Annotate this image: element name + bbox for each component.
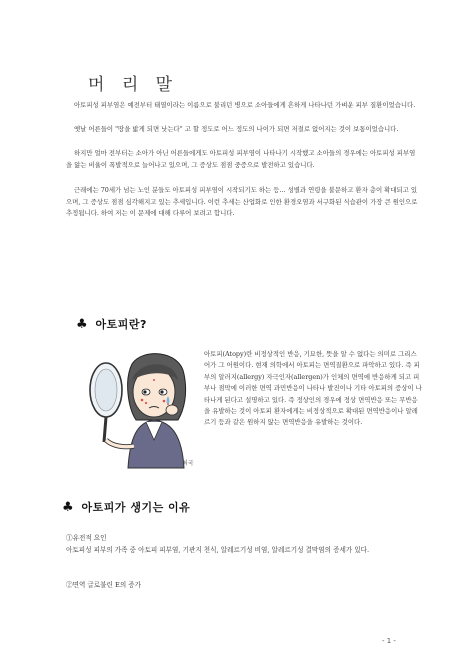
intro-paragraph-4: 근래에는 70세가 넘는 노인 분들도 아토피성 피부염이 시작되기도 하는 등... 성별과 연령을 불문하고 환자 층이 확대되고 있으며, 그 증상도 점점 심각해지고 있는 추세입니다. 이런 추세는 산업화로 인한 환경오염과 서구화된 식습관이 가장 큰 원인으로 추정됩니다. 하여 저는 이 문제에 대해 다루어 보려고 합니다. bbox=[66, 186, 418, 217]
section-heading-causes bbox=[62, 499, 190, 515]
section-heading-text: 아토피란? bbox=[95, 318, 147, 331]
club-icon: ♣ bbox=[62, 500, 75, 515]
intro-paragraph-2: 옛날 어른들이 "땅을 밟게 되면 낫는다" 고 할 정도로 어느 정도의 나이가 되면 저절로 없어지는 것이 보통이었습니다. bbox=[74, 125, 399, 133]
page-number: - 1 - bbox=[382, 637, 396, 645]
intro-paragraph-1: 아토피성 피부염은 예전부터 태열이라는 이름으로 불리던 병으로 소아들에게 흔하게 나타나던 가벼운 피부 질환이었습니다. bbox=[74, 101, 416, 109]
illustrator-signature: 최국 bbox=[182, 460, 194, 467]
section-heading-atopy bbox=[76, 316, 147, 332]
section-heading-text: 아토피가 생기는 이유 bbox=[81, 501, 191, 514]
intro-paragraph-3: 하지만 얼마 전부터는 소아가 아닌 어른들에게도 아토피성 피부염이 나타나기 시작했고 소아들의 경우에는 아토피성 피부염을 앓는 비율이 폭발적으로 늘어나고 있으며, 그 증상도 점점 중증으로 발전하고 있습니다. bbox=[66, 149, 416, 169]
club-icon: ♣ bbox=[76, 317, 89, 332]
cause-1-body: 아토피성 피부의 가족 중 아토피 피부염, 기관지 천식, 알레르기성 비염, 알레르기성 결막염의 증세가 있다. bbox=[66, 546, 370, 554]
cause-2-title: ②면역 글로불린 E의 증가 bbox=[66, 581, 142, 589]
cause-1-title: ①유전적 요인 bbox=[66, 534, 107, 542]
atopy-definition: 아토피(Atopy)란 비정상적인 반응, 기묘한, 뜻을 알 수 없다는 의미로 그리스어가 그 어원이다. 현재 의학에서 아토피는 면역질환으로 파악하고 있다. 즉 피부의 알러지(allergy) 자극인자(allergen)가 인체의 면역에 반응하게 되고 피부나 점막에 이러한 면역 과민반응이 나타나 발진이나 기타 아토피의 증상이 나타나게 된다고 설명하고 있다. 즉 정상인의 경우에 정상 면역반응 또는 무반응을 유발하는 것이 아토피 환자에게는 비정상적으로 확대된 면역반응이나 알레르기 등과 같은 원하지 않는 면역반응을 유발하는 것이다. bbox=[204, 350, 422, 427]
woman-with-mirror-illustration bbox=[84, 350, 196, 470]
page-title: 머 리 말 bbox=[88, 75, 179, 95]
